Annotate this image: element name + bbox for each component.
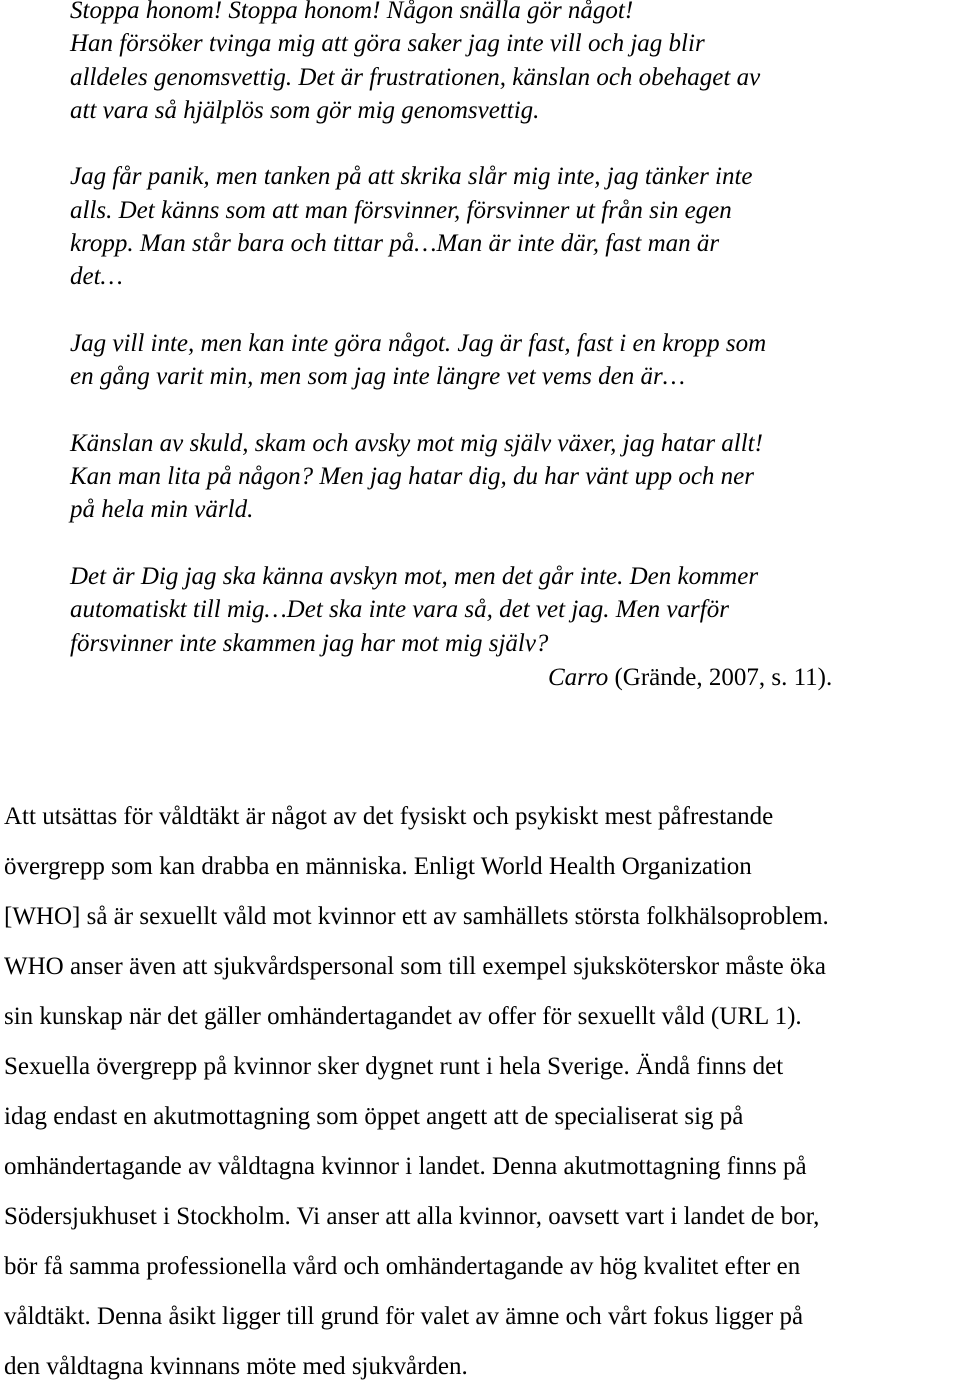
body-paragraph	[4, 792, 959, 1392]
quote-line: alls. Det känns som att man försvinner, försvinner ut från sin egen	[70, 196, 732, 224]
quote-line: Jag vill inte, men kan inte göra något. Jag är fast, fast i en kropp som	[70, 329, 767, 357]
body-line: Södersjukhuset i Stockholm. Vi anser att alla kvinnor, oavsett vart i landet de bor,	[4, 1203, 820, 1230]
quote-gap	[70, 527, 930, 560]
quote-line: Han försöker tvinga mig att göra saker jag inte vill och jag blir	[70, 30, 705, 58]
quote-gap	[70, 394, 930, 427]
quote-line: att vara så hjälplös som gör mig genomsvettig.	[70, 96, 540, 124]
quote-line: kropp. Man står bara och tittar på…Man är inte där, fast man är	[70, 230, 720, 258]
quote-line: Känslan av skuld, skam och avsky mot mig själv växer, jag hatar allt!	[70, 429, 763, 457]
body-line: [WHO] så är sexuellt våld mot kvinnor ett av samhällets största folkhälsoproblem.	[4, 903, 829, 930]
body-line: våldtäkt. Denna åsikt ligger till grund för valet av ämne och vårt fokus ligger på	[4, 1303, 804, 1330]
quote-gap	[70, 127, 930, 160]
quote-citation	[548, 661, 832, 694]
quote-line: Jag får panik, men tanken på att skrika slår mig inte, jag tänker inte	[70, 163, 753, 191]
citation-source: (Grände, 2007, s. 11).	[608, 664, 833, 691]
quote-line: på hela min värld.	[70, 496, 254, 524]
citation-author: Carro	[548, 664, 609, 691]
block-quote	[70, 0, 930, 660]
quote-line: alldeles genomsvettig. Det är frustrationen, känslan och obehaget av	[70, 63, 761, 91]
quote-line: Kan man lita på någon? Men jag hatar dig, du har vänt upp och ner	[70, 463, 754, 491]
body-line: WHO anser även att sjukvårdspersonal som till exempel sjuksköterskor måste öka	[4, 953, 827, 980]
body-line: Att utsättas för våldtäkt är något av det fysiskt och psykiskt mest påfrestande	[4, 803, 774, 830]
quote-line: automatiskt till mig…Det ska inte vara så, det vet jag. Men varför	[70, 596, 729, 624]
quote-gap	[70, 294, 930, 327]
quote-line: försvinner inte skammen jag har mot mig själv?	[70, 629, 549, 657]
quote-line: Stoppa honom! Stoppa honom! Någon snälla gör något!	[70, 0, 634, 24]
body-line: bör få samma professionella vård och omhändertagande av hög kvalitet efter en	[4, 1253, 801, 1280]
quote-line: en gång varit min, men som jag inte längre vet vems den är…	[70, 363, 685, 391]
quote-line: Det är Dig jag ska känna avskyn mot, men det går inte. Den kommer	[70, 563, 759, 591]
quote-line: det…	[70, 263, 123, 291]
body-line: omhändertagande av våldtagna kvinnor i landet. Denna akutmottagning finns på	[4, 1153, 807, 1180]
body-line: Sexuella övergrepp på kvinnor sker dygnet runt i hela Sverige. Ändå finns det	[4, 1053, 784, 1080]
body-line: sin kunskap när det gäller omhändertagandet av offer för sexuellt våld (URL 1).	[4, 1003, 802, 1030]
body-line: idag endast en akutmottagning som öppet angett att de specialiserat sig på	[4, 1103, 744, 1130]
body-line: övergrepp som kan drabba en människa. Enligt World Health Organization	[4, 853, 752, 880]
body-line: den våldtagna kvinnans möte med sjukvården.	[4, 1353, 468, 1380]
